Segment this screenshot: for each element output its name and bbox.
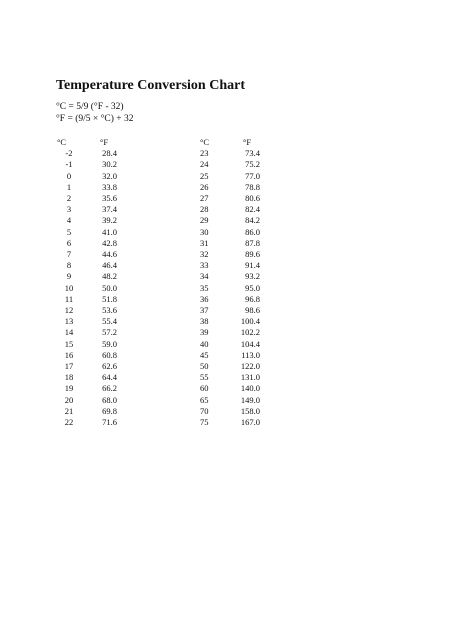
table-cell-fahrenheit: 91.4 (245, 260, 260, 271)
table-cell-celsius: 75 (200, 417, 209, 428)
table-cell-fahrenheit: 62.6 (102, 361, 117, 372)
table-cell-fahrenheit: 42.8 (102, 237, 117, 248)
table-cell-fahrenheit: 32.0 (102, 170, 117, 181)
table-cell-celsius: 33 (200, 260, 209, 271)
table-cell-fahrenheit: 55.4 (102, 316, 117, 327)
table-cell-fahrenheit: 167.0 (240, 417, 260, 428)
table-cell-celsius: 50 (200, 361, 209, 372)
table-cell-celsius: 26 (200, 181, 209, 192)
table-cell-fahrenheit: 57.2 (102, 327, 117, 338)
table-cell-celsius: -1 (65, 159, 73, 170)
table-cell-fahrenheit: 84.2 (245, 215, 260, 226)
table-cell-celsius: 55 (200, 372, 209, 383)
table-cell-fahrenheit: 80.6 (245, 193, 260, 204)
table-cell-celsius: 32 (200, 249, 209, 260)
table-cell-celsius: 8 (66, 260, 72, 271)
table-cell-fahrenheit: 95.0 (245, 282, 260, 293)
table-cell-celsius: 20 (64, 394, 74, 405)
table-cell-fahrenheit: 93.2 (245, 271, 260, 282)
table-cell-fahrenheit: 78.8 (245, 181, 260, 192)
table-cell-celsius: 10 (64, 282, 74, 293)
table-cell-celsius: 7 (66, 249, 72, 260)
table-cell-fahrenheit: 64.4 (102, 372, 117, 383)
table-cell-celsius: 5 (66, 226, 72, 237)
table-cell-celsius: 30 (200, 226, 209, 237)
table-cell-celsius: 22 (64, 417, 74, 428)
table-cell-celsius: 3 (66, 204, 72, 215)
table-cell-celsius: 4 (66, 215, 72, 226)
table-cell-fahrenheit: 158.0 (240, 405, 260, 416)
table-cell-celsius: 14 (64, 327, 74, 338)
table-cell-fahrenheit: 100.4 (240, 316, 260, 327)
table-cell-fahrenheit: 122.0 (240, 361, 260, 372)
table-cell-celsius: 60 (200, 383, 209, 394)
table-cell-fahrenheit: 96.8 (245, 293, 260, 304)
table-cell-celsius: 9 (66, 271, 72, 282)
table-cell-fahrenheit: 73.4 (245, 148, 260, 159)
formula-celsius: °C = 5/9 (°F - 32) (56, 102, 124, 112)
table-cell-celsius: 28 (200, 204, 209, 215)
table-cell-fahrenheit: 87.8 (245, 237, 260, 248)
table-cell-celsius: 34 (200, 271, 209, 282)
table-cell-celsius: 18 (64, 372, 74, 383)
table-cell-celsius: 11 (64, 293, 74, 304)
table-cell-celsius: 23 (200, 148, 209, 159)
table-cell-celsius: 16 (64, 349, 74, 360)
table-cell-fahrenheit: 28.4 (102, 148, 117, 159)
table-cell-celsius: -2 (65, 148, 73, 159)
table-cell-celsius: 27 (200, 193, 209, 204)
table-cell-fahrenheit: 53.6 (102, 305, 117, 316)
table-cell-fahrenheit: 113.0 (241, 349, 260, 360)
table-cell-celsius: 24 (200, 159, 209, 170)
table-cell-fahrenheit: 140.0 (240, 383, 260, 394)
table-cell-fahrenheit: 75.2 (245, 159, 260, 170)
table-cell-fahrenheit: 46.4 (102, 260, 117, 271)
column-header-celsius: °C (57, 137, 67, 147)
conversion-table-right (200, 137, 270, 428)
table-cell-fahrenheit: 68.0 (102, 394, 117, 405)
column-header-celsius: °C (200, 137, 210, 147)
table-cell-fahrenheit: 131.0 (240, 372, 260, 383)
table-cell-celsius: 19 (64, 383, 74, 394)
table-cell-celsius: 39 (200, 327, 209, 338)
table-cell-fahrenheit: 86.0 (245, 226, 260, 237)
table-cell-fahrenheit: 50.0 (102, 282, 117, 293)
table-cell-celsius: 21 (64, 405, 74, 416)
table-cell-celsius: 13 (64, 316, 74, 327)
table-cell-fahrenheit: 44.6 (102, 249, 117, 260)
table-cell-fahrenheit: 98.6 (245, 305, 260, 316)
table-cell-celsius: 70 (200, 405, 209, 416)
table-cell-celsius: 6 (66, 237, 72, 248)
table-cell-celsius: 36 (200, 293, 209, 304)
table-cell-fahrenheit: 102.2 (240, 327, 260, 338)
table-cell-fahrenheit: 37.4 (102, 204, 117, 215)
table-cell-fahrenheit: 89.6 (245, 249, 260, 260)
table-cell-fahrenheit: 149.0 (240, 394, 260, 405)
column-header-fahrenheit: °F (99, 137, 109, 147)
table-cell-fahrenheit: 35.6 (102, 193, 117, 204)
table-cell-fahrenheit: 41.0 (102, 226, 117, 237)
table-cell-fahrenheit: 77.0 (245, 170, 260, 181)
table-cell-fahrenheit: 39.2 (102, 215, 117, 226)
table-cell-fahrenheit: 66.2 (102, 383, 117, 394)
table-cell-fahrenheit: 51.8 (102, 293, 117, 304)
table-cell-celsius: 40 (200, 338, 209, 349)
table-cell-celsius: 17 (64, 361, 74, 372)
table-cell-fahrenheit: 69.8 (102, 405, 117, 416)
table-cell-celsius: 29 (200, 215, 209, 226)
table-cell-celsius: 38 (200, 316, 209, 327)
table-cell-celsius: 65 (200, 394, 209, 405)
table-cell-fahrenheit: 59.0 (102, 338, 117, 349)
table-cell-fahrenheit: 60.8 (102, 349, 117, 360)
conversion-table-left (57, 137, 127, 428)
table-cell-celsius: 15 (64, 338, 74, 349)
table-cell-celsius: 45 (200, 349, 209, 360)
page-title: Temperature Conversion Chart (56, 78, 245, 93)
table-cell-celsius: 37 (200, 305, 209, 316)
table-cell-fahrenheit: 82.4 (245, 204, 260, 215)
table-cell-fahrenheit: 33.8 (102, 181, 117, 192)
table-cell-celsius: 31 (200, 237, 209, 248)
table-cell-fahrenheit: 48.2 (102, 271, 117, 282)
table-cell-fahrenheit: 30.2 (102, 159, 117, 170)
table-cell-celsius: 2 (66, 193, 72, 204)
table-cell-celsius: 12 (64, 305, 74, 316)
table-cell-celsius: 35 (200, 282, 209, 293)
table-cell-fahrenheit: 71.6 (102, 417, 117, 428)
table-cell-celsius: 0 (66, 170, 72, 181)
table-cell-fahrenheit: 104.4 (240, 338, 260, 349)
table-cell-celsius: 1 (66, 181, 72, 192)
formula-fahrenheit: °F = (9/5 × °C) + 32 (56, 114, 134, 124)
table-cell-celsius: 25 (200, 170, 209, 181)
column-header-fahrenheit: °F (242, 137, 252, 147)
